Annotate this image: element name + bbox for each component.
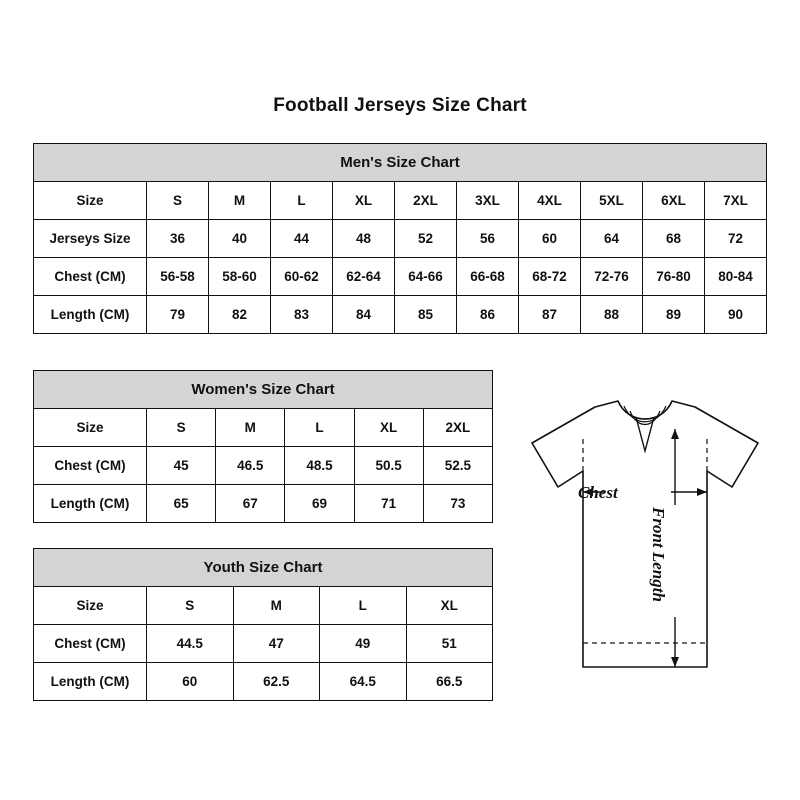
table-cell: M <box>233 587 320 625</box>
table-cell: L <box>285 409 354 447</box>
row-label: Size <box>34 587 147 625</box>
jersey-outline-icon <box>500 395 790 695</box>
table-cell: L <box>271 182 333 220</box>
table-cell: 46.5 <box>216 447 285 485</box>
table-cell: 72-76 <box>581 258 643 296</box>
table-cell: 49 <box>320 625 407 663</box>
table-cell: 6XL <box>643 182 705 220</box>
table-cell: 40 <box>209 220 271 258</box>
table-cell: 36 <box>147 220 209 258</box>
table-cell: 76-80 <box>643 258 705 296</box>
table-cell: 82 <box>209 296 271 334</box>
table-cell: 56-58 <box>147 258 209 296</box>
row-label: Chest (CM) <box>34 625 147 663</box>
chest-measure-label: Chest <box>578 483 618 502</box>
table-cell: S <box>147 409 216 447</box>
table-cell: 67 <box>216 485 285 523</box>
table-cell: 84 <box>333 296 395 334</box>
table-cell: 80-84 <box>705 258 767 296</box>
jersey-diagram <box>500 395 790 695</box>
table-cell: XL <box>354 409 423 447</box>
table-cell: 52 <box>395 220 457 258</box>
table-cell: 68-72 <box>519 258 581 296</box>
table-cell: XL <box>333 182 395 220</box>
row-label: Size <box>34 409 147 447</box>
table-cell: 48 <box>333 220 395 258</box>
row-label: Size <box>34 182 147 220</box>
row-label: Length (CM) <box>34 485 147 523</box>
table-cell: 51 <box>406 625 493 663</box>
table-cell: 4XL <box>519 182 581 220</box>
table-row <box>34 296 767 334</box>
table-cell: 88 <box>581 296 643 334</box>
page-title: Football Jerseys Size Chart <box>273 95 527 116</box>
table-cell: 56 <box>457 220 519 258</box>
table-cell: 90 <box>705 296 767 334</box>
womens-size-table <box>33 370 493 523</box>
table-row <box>34 625 493 663</box>
table-header-row <box>34 549 493 587</box>
table-cell: 66.5 <box>406 663 493 701</box>
table-cell: L <box>320 587 407 625</box>
table-cell: M <box>216 409 285 447</box>
youth-size-table <box>33 548 493 701</box>
table-cell: 62-64 <box>333 258 395 296</box>
table-cell: 73 <box>423 485 492 523</box>
table-cell: 44 <box>271 220 333 258</box>
row-label: Chest (CM) <box>34 447 147 485</box>
table-cell: 79 <box>147 296 209 334</box>
table-cell: 3XL <box>457 182 519 220</box>
table-header-row <box>34 144 767 182</box>
table-cell: 44.5 <box>147 625 234 663</box>
table-cell: 52.5 <box>423 447 492 485</box>
row-label: Length (CM) <box>34 296 147 334</box>
table-row <box>34 447 493 485</box>
youth-table-header: Youth Size Chart <box>34 549 493 587</box>
mens-size-table <box>33 143 767 334</box>
table-cell: 87 <box>519 296 581 334</box>
table-cell: 66-68 <box>457 258 519 296</box>
table-cell: 64 <box>581 220 643 258</box>
table-row <box>34 485 493 523</box>
table-cell: 60 <box>519 220 581 258</box>
table-cell: S <box>147 587 234 625</box>
table-cell: XL <box>406 587 493 625</box>
table-cell: 2XL <box>395 182 457 220</box>
table-row <box>34 663 493 701</box>
table-header-row <box>34 371 493 409</box>
table-cell: 62.5 <box>233 663 320 701</box>
table-cell: 48.5 <box>285 447 354 485</box>
table-cell: 60-62 <box>271 258 333 296</box>
table-cell: 72 <box>705 220 767 258</box>
table-cell: M <box>209 182 271 220</box>
table-cell: 64.5 <box>320 663 407 701</box>
row-label: Jerseys Size <box>34 220 147 258</box>
table-cell: 89 <box>643 296 705 334</box>
table-cell: 5XL <box>581 182 643 220</box>
row-label: Length (CM) <box>34 663 147 701</box>
table-cell: 7XL <box>705 182 767 220</box>
table-cell: 68 <box>643 220 705 258</box>
table-row <box>34 409 493 447</box>
table-row <box>34 182 767 220</box>
table-cell: 86 <box>457 296 519 334</box>
table-cell: 69 <box>285 485 354 523</box>
table-cell: 47 <box>233 625 320 663</box>
table-cell: S <box>147 182 209 220</box>
table-row <box>34 220 767 258</box>
table-cell: 65 <box>147 485 216 523</box>
table-cell: 60 <box>147 663 234 701</box>
table-cell: 64-66 <box>395 258 457 296</box>
table-cell: 45 <box>147 447 216 485</box>
table-cell: 58-60 <box>209 258 271 296</box>
table-row <box>34 258 767 296</box>
table-cell: 50.5 <box>354 447 423 485</box>
mens-table-header: Men's Size Chart <box>34 144 767 182</box>
table-cell: 85 <box>395 296 457 334</box>
table-cell: 83 <box>271 296 333 334</box>
front-length-measure-label: Front Length <box>649 507 668 602</box>
row-label: Chest (CM) <box>34 258 147 296</box>
table-cell: 71 <box>354 485 423 523</box>
table-row <box>34 587 493 625</box>
womens-table-header: Women's Size Chart <box>34 371 493 409</box>
table-cell: 2XL <box>423 409 492 447</box>
